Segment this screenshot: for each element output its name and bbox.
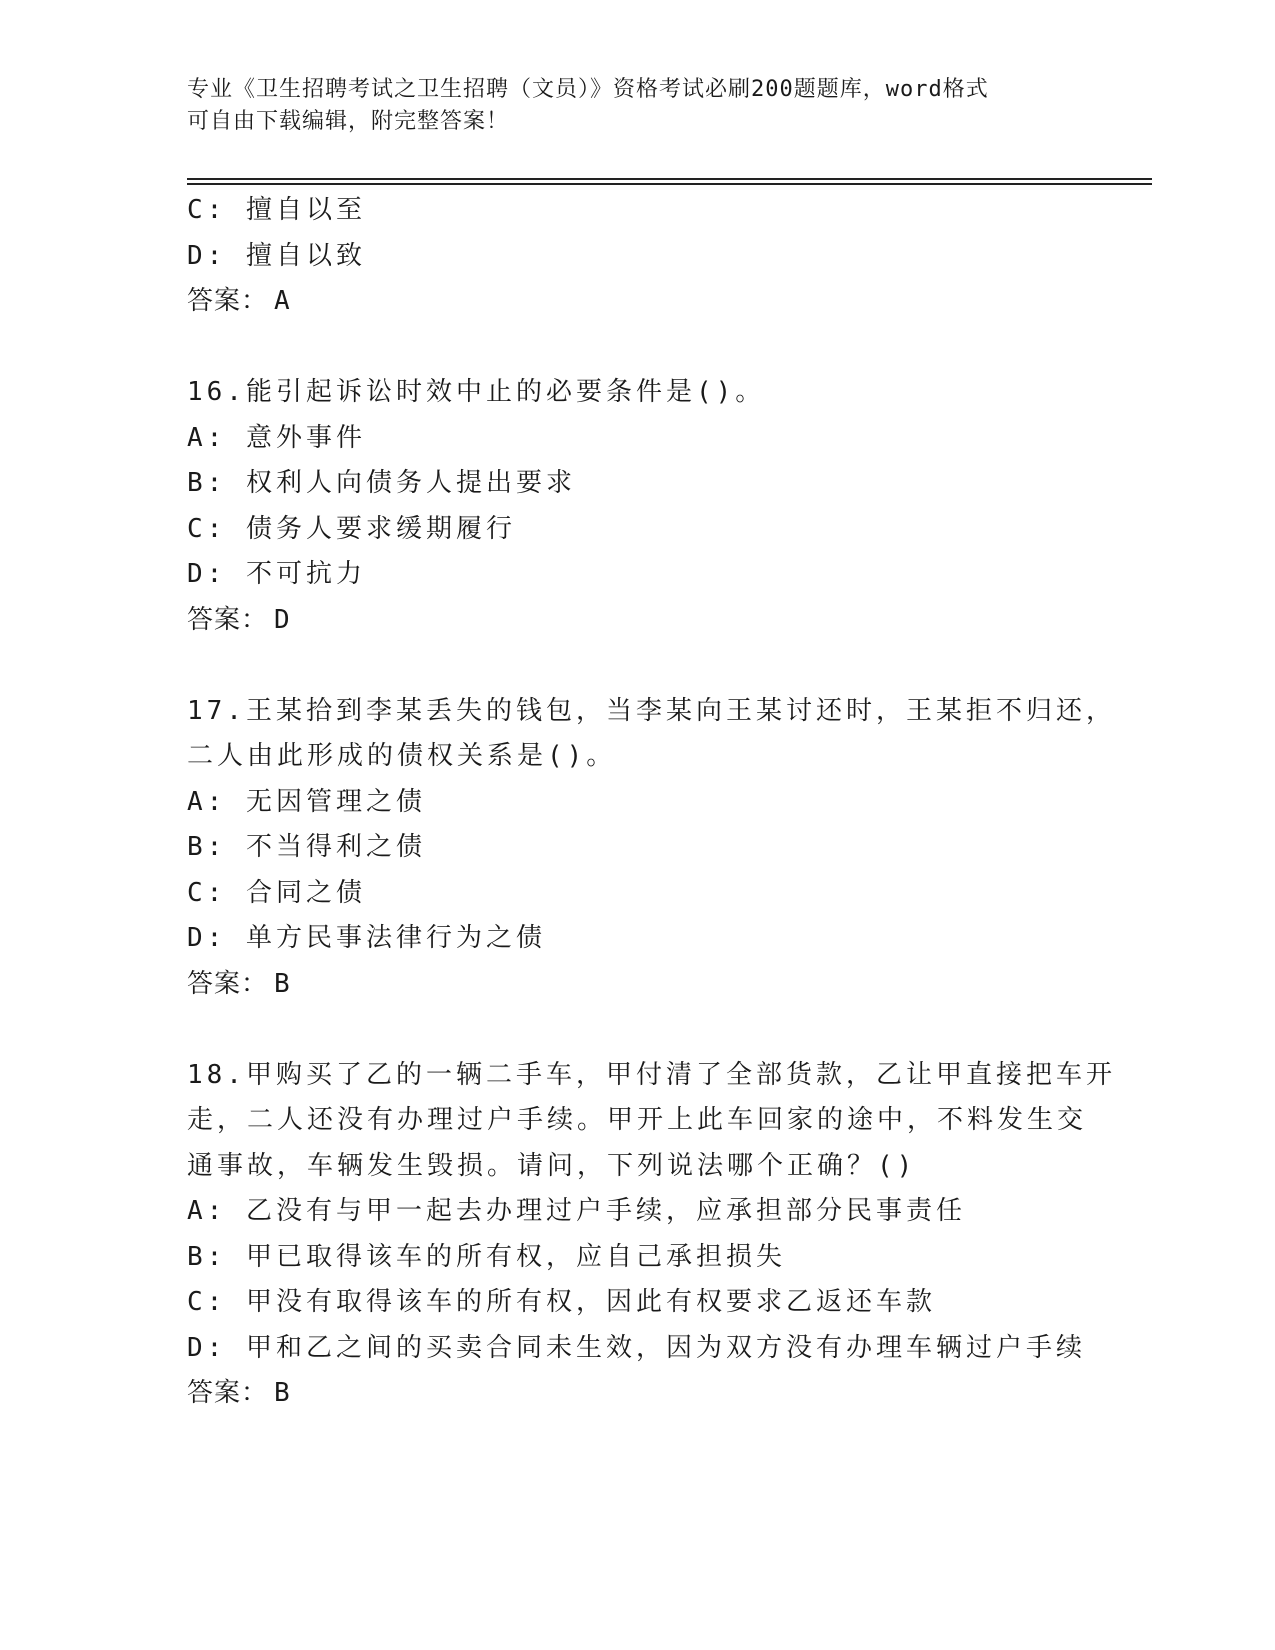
document-header xyxy=(187,74,1067,138)
header-line-2: 可自由下载编辑，附完整答案！ xyxy=(187,109,510,134)
option-c: C: 债务人要求缓期履行 xyxy=(187,513,516,544)
option-c: C: 甲没有取得该车的所有权，因此有权要求乙返还车款 xyxy=(187,1287,936,1317)
question-17 xyxy=(187,689,1117,1008)
question-list xyxy=(187,188,1117,1417)
question-stem: 二人由此形成的债权关系是()。 xyxy=(187,741,617,771)
header-divider-bottom xyxy=(187,183,1152,185)
option-d: D: 甲和乙之间的买卖合同未生效，因为双方没有办理车辆过户手续 xyxy=(187,1332,1086,1363)
header-line-1: 专业《卫生招聘考试之卫生招聘（文员）》资格考试必刷200题题库，word格式 xyxy=(187,77,989,102)
option-a: A: 乙没有与甲一起去办理过户手续，应承担部分民事责任 xyxy=(187,1196,966,1226)
answer-label: 答案： xyxy=(187,1378,269,1408)
answer xyxy=(187,962,1117,1008)
answer-value: B xyxy=(274,1378,291,1408)
answer-label: 答案： xyxy=(187,604,269,635)
question-stem: 18.甲购买了乙的一辆二手车，甲付清了全部货款，乙让甲直接把车开 xyxy=(187,1059,1116,1090)
answer-value: D xyxy=(274,604,291,635)
question-stem: 走，二人还没有办理过户手续。甲开上此车回家的途中，不料发生交 xyxy=(187,1105,1088,1135)
option-a: A: 意外事件 xyxy=(187,422,366,453)
option-b: B: 权利人向债务人提出要求 xyxy=(187,468,576,498)
prev-option-d: D: 擅自以致 xyxy=(187,240,366,271)
question-18 xyxy=(187,1053,1117,1417)
option-a: A: 无因管理之债 xyxy=(187,786,426,817)
option-d: D: 不可抗力 xyxy=(187,559,366,589)
header-divider-top xyxy=(187,178,1152,180)
question-16 xyxy=(187,370,1117,643)
prev-option-c: C: 擅自以至 xyxy=(187,195,366,225)
option-b: B: 不当得利之债 xyxy=(187,832,426,862)
answer xyxy=(187,1371,1117,1417)
question-stem: 16.能引起诉讼时效中止的必要条件是()。 xyxy=(187,377,766,407)
prev-answer xyxy=(187,279,1117,325)
option-d: D: 单方民事法律行为之债 xyxy=(187,923,546,953)
answer xyxy=(187,598,1117,644)
option-c: C: 合同之债 xyxy=(187,877,366,908)
answer-label: 答案： xyxy=(187,968,269,999)
question-stem: 通事故，车辆发生毁损。请问，下列说法哪个正确？() xyxy=(187,1150,917,1181)
answer-label: 答案： xyxy=(187,286,269,316)
question-stem: 17.王某拾到李某丢失的钱包，当李某向王某讨还时，王某拒不归还， xyxy=(187,695,1116,726)
answer-value: B xyxy=(274,968,291,999)
option-b: B: 甲已取得该车的所有权，应自己承担损失 xyxy=(187,1241,786,1272)
answer-value: A xyxy=(274,286,291,316)
